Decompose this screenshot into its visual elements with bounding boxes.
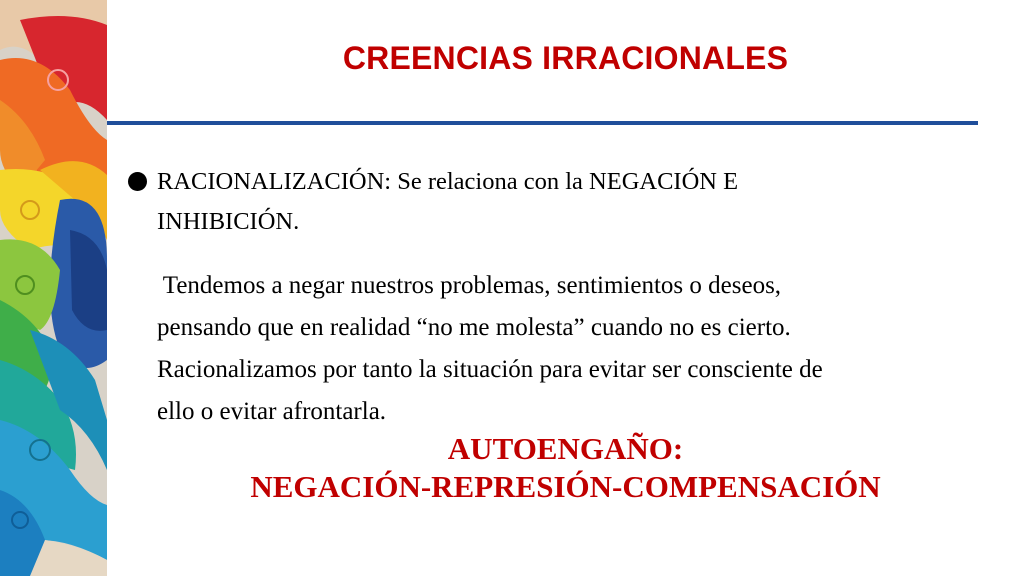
bullet-point-icon xyxy=(128,172,147,191)
conclusion-line: NEGACIÓN-REPRESIÓN-COMPENSACIÓN xyxy=(250,469,881,504)
paragraph-line: ello o evitar afrontarla. xyxy=(157,398,387,425)
bullet-text xyxy=(157,162,957,242)
conclusion-line: AUTOENGAÑO: xyxy=(447,431,684,466)
title-divider xyxy=(107,121,978,125)
bullet-line: INHIBICIÓN. xyxy=(157,208,300,235)
explanation-paragraph xyxy=(157,265,997,433)
decorative-mandala-art xyxy=(0,0,107,576)
paragraph-line: Racionalizamos por tanto la situación para evitar ser consciente de xyxy=(157,356,823,383)
paragraph-line: Tendemos a negar nuestros problemas, sentimientos o deseos, xyxy=(157,272,782,299)
paragraph-line: pensando que en realidad “no me molesta” cuando no es cierto. xyxy=(157,314,791,341)
slide-title: CREENCIAS IRRACIONALES xyxy=(342,40,789,76)
conclusion-heading xyxy=(107,430,1024,506)
bullet-line: RACIONALIZACIÓN: Se relaciona con la NEGACIÓN E xyxy=(157,168,739,195)
